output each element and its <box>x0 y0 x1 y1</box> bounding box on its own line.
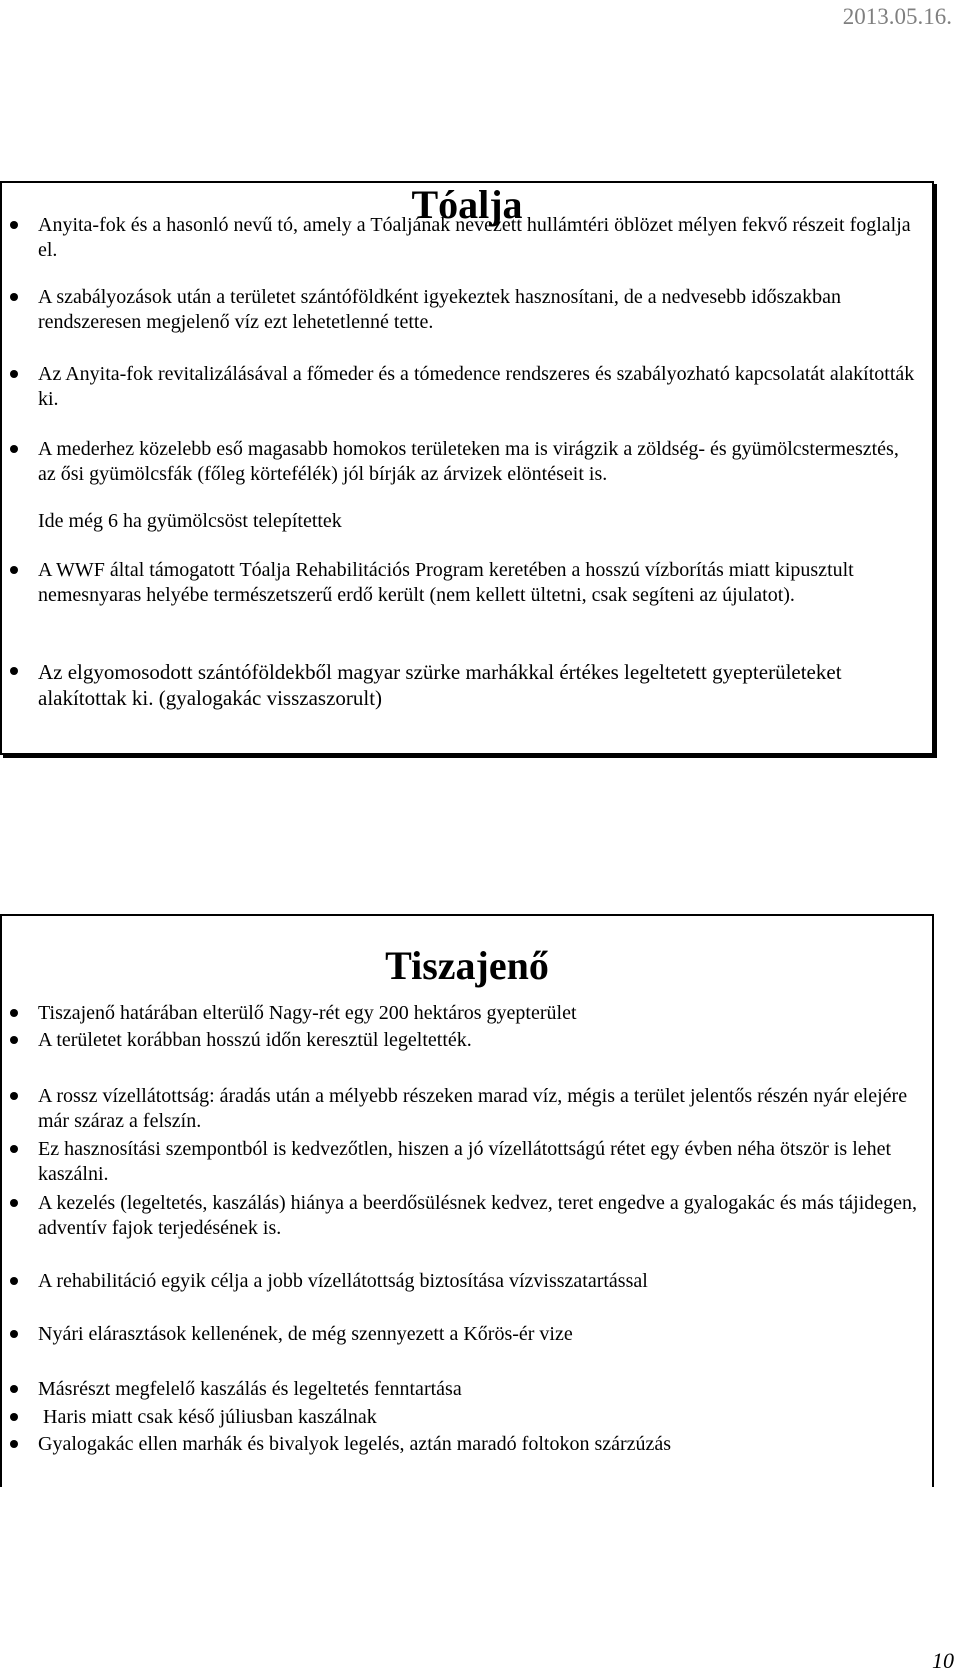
slide-toalja <box>0 181 934 755</box>
bullet-item: Nyári elárasztások kellenének, de még szennyezett a Kőrös-ér vize <box>38 1322 918 1347</box>
slide-title: Tiszajenő <box>385 943 549 988</box>
bullet-item: A szabályozások után a területet szántóföldként igyekeztek hasznosítani, de a nedvesebb időszakban rendszeresen megjelenő víz ezt lehetetlenné tette. <box>38 285 918 335</box>
bullet-item: Az Anyita-fok revitalizálásával a főmeder és a tómedence rendszeres és szabályozható kapcsolatát alakították ki. <box>38 362 918 412</box>
bullet-item: Másrészt megfelelő kaszálás és legeltetés fenntartása <box>38 1377 918 1402</box>
bullet-item: Ez hasznosítási szempontból is kedvezőtlen, hiszen a jó vízellátottságú rétet egy évben néha ötször is lehet kaszálni. <box>38 1137 918 1187</box>
bullet-item: Az elgyomosodott szántóföldekből magyar szürke marhákkal értékes legeltetett gyepterületeket alakítottak ki. (gyalogakác visszaszorult) <box>38 659 918 711</box>
bullet-item: A rehabilitáció egyik célja a jobb vízellátottság biztosítása vízvisszatartással <box>38 1269 918 1294</box>
bullet-item: A rossz vízellátottság: áradás után a mélyebb részeken marad víz, mégis a terület jelentős részén nyár elejére már száraz a felszín. <box>38 1084 918 1134</box>
bullet-item: A mederhez közelebb eső magasabb homokos területeken ma is virágzik a zöldség- és gyümölcstermesztés, az ősi gyümölcsfák (főleg körtefélék) jól bírják az árvizek elöntéseit is. <box>38 437 918 487</box>
bullet-item: Anyita-fok és a hasonló nevű tó, amely a Tóaljának nevezett hullámtéri öblözet mélyen fekvő részeit foglalja el. <box>38 213 918 263</box>
page-number: 10 <box>932 1648 954 1673</box>
bullet-item: Haris miatt csak késő júliusban kaszálnak <box>38 1405 918 1430</box>
bullet-item: Gyalogakác ellen marhák és bivalyok legelés, aztán maradó foltokon szárzúzás <box>38 1432 918 1457</box>
bullet-continuation: Ide még 6 ha gyümölcsöst telepítettek <box>38 510 342 532</box>
header-date: 2013.05.16. <box>842 4 952 29</box>
bullet-item: Tiszajenő határában elterülő Nagy-rét egy 200 hektáros gyepterület <box>38 1001 918 1026</box>
bullet-item: A területet korábban hosszú időn keresztül legeltették. <box>38 1028 918 1053</box>
bullet-item: A kezelés (legeltetés, kaszálás) hiánya a beerdősülésnek kedvez, teret engedve a gyalogakác és más tájidegen, adventív fajok terjedésének is. <box>38 1192 918 1239</box>
bullet-item: A WWF által támogatott Tóalja Rehabilitációs Program keretében a hosszú vízborítás miatt kipusztult nemesnyaras helyébe természetszerű erdő került (nem kellett ültetni, csak segíteni az újulatot). <box>38 558 918 608</box>
slide-title: Tóalja <box>411 182 523 227</box>
slide-tiszajeno <box>0 914 934 1487</box>
